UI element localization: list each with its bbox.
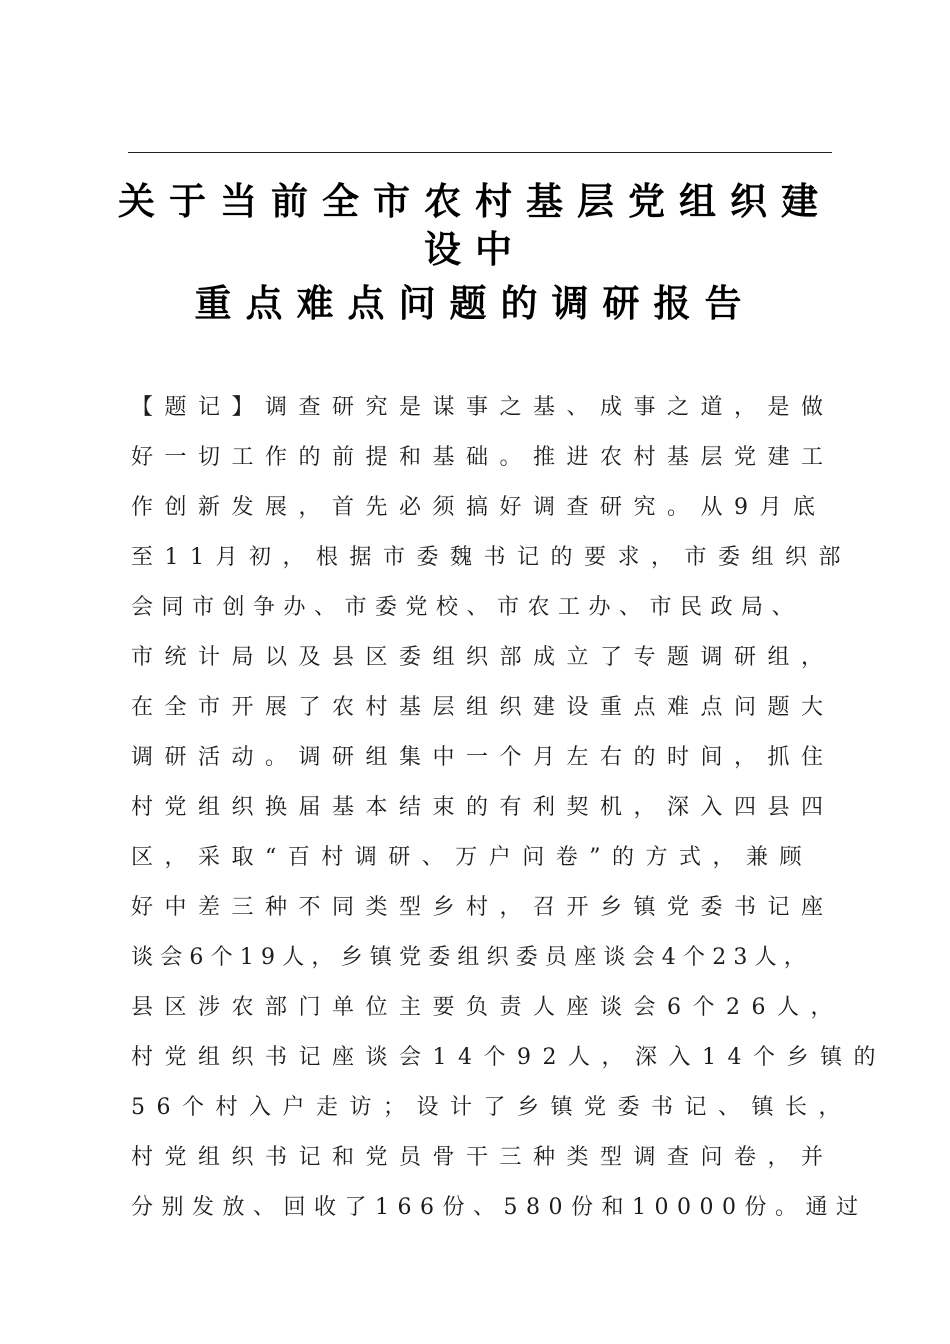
body-line: 【题记】调查研究是谋事之基、成事之道，是做 xyxy=(131,395,835,420)
body-line: 分别发放、回收了166份、580份和10000份。通过 xyxy=(131,1195,867,1220)
title-line-1: 关于当前全市农村基层党组织建 xyxy=(118,180,832,223)
body-line: 56个村入户走访；设计了乡镇党委书记、镇长， xyxy=(131,1095,852,1120)
body-line: 市统计局以及县区委组织部成立了专题调研组， xyxy=(131,645,835,670)
body-line: 会同市创争办、市委党校、市农工办、市民政局、 xyxy=(131,595,803,620)
title-line-2: 设中 xyxy=(424,228,526,271)
document-body xyxy=(131,383,891,1233)
body-line: 好一切工作的前提和基础。推进农村基层党建工 xyxy=(131,445,835,470)
body-line: 好中差三种不同类型乡村，召开乡镇党委书记座 xyxy=(131,895,835,920)
body-line: 作创新发展，首先必须搞好调查研究。从9月底 xyxy=(131,495,827,520)
header-rule xyxy=(128,152,832,153)
body-line: 村党组织书记和党员骨干三种类型调查问卷，并 xyxy=(131,1145,835,1170)
body-line: 村党组织换届基本结束的有利契机，深入四县四 xyxy=(131,795,835,820)
body-line: 在全市开展了农村基层组织建设重点难点问题大 xyxy=(131,695,835,720)
body-line: 县区涉农部门单位主要负责人座谈会6个26人， xyxy=(131,995,844,1020)
body-line: 调研活动。调研组集中一个月左右的时间，抓住 xyxy=(131,745,835,770)
body-line: 村党组织书记座谈会14个92人，深入14个乡镇的 xyxy=(131,1045,887,1070)
title-line-3: 重点难点问题的调研报告 xyxy=(194,282,756,325)
document-title xyxy=(118,178,832,328)
body-line: 区，采取“百村调研、万户问卷”的方式，兼顾 xyxy=(131,845,813,870)
body-line: 谈会6个19人，乡镇党委组织委员座谈会4个23人， xyxy=(131,945,813,970)
body-line: 至11月初，根据市委魏书记的要求，市委组织部 xyxy=(131,545,852,570)
